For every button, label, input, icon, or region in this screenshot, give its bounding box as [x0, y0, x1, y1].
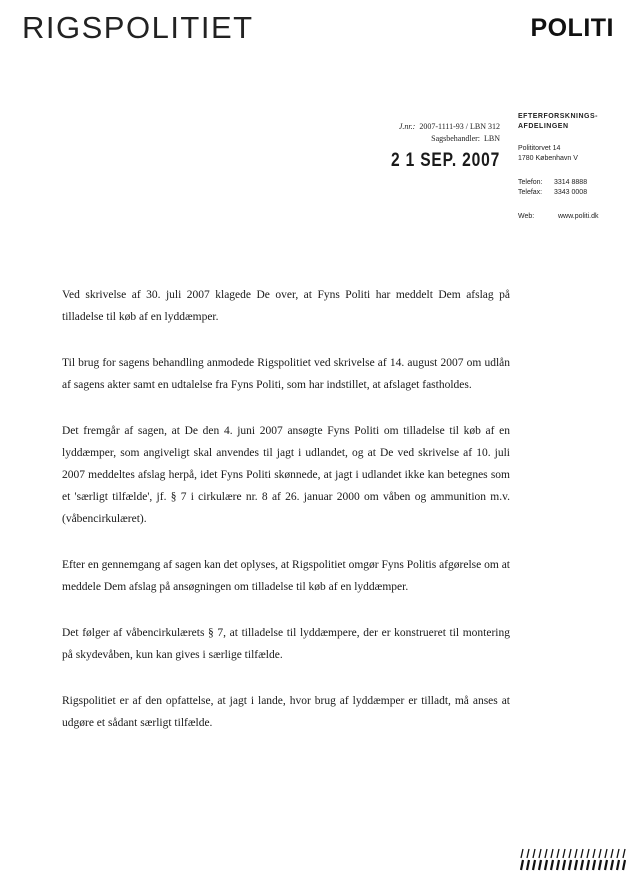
department-name-line2: AFDELINGEN — [518, 123, 569, 130]
reference-block — [399, 121, 500, 145]
web-label: Web: — [518, 213, 535, 220]
body-paragraph: Ved skrivelse af 30. juli 2007 klagede De over, at Fyns Politi har meddelt Dem afslag på tilladelse til køb af en lyddæmper. — [62, 289, 510, 323]
phone-row — [518, 178, 634, 188]
department-name — [518, 112, 634, 132]
organization-title: RIGSPOLITIET — [22, 10, 254, 45]
journal-number-value: 2007-1111-93 / LBN 312 — [419, 122, 500, 131]
letter-body — [62, 284, 510, 758]
case-handler-label: Sagsbehandler: — [431, 134, 480, 143]
phone-value: 3314 8888 — [554, 179, 588, 186]
fax-label: Telefax: — [518, 189, 543, 196]
address-city: 1780 København V — [518, 155, 578, 162]
body-paragraph: Rigspolitiet er af den opfattelse, at jagt i lande, hvor brug af lyddæmper er tilladt, må anses at udgøre et sådant særligt tilfælde. — [62, 695, 510, 729]
department-contact — [518, 178, 634, 198]
body-paragraph: Til brug for sagens behandling anmodede Rigspolitiet ved skrivelse af 14. august 2007 om udlån af sagens akter samt en udtalelse fra Fyns Politi, som har indstillet, at afslaget fastholdes. — [62, 357, 510, 391]
barcode-icon — [520, 846, 626, 872]
case-handler-line — [399, 133, 500, 145]
body-paragraph: Det følger af våbencirkulærets § 7, at tilladelse til lyddæmpere, der er konstrueret til montering på skydevåben, kun kan gives i særlige tilfælde. — [62, 627, 510, 661]
date-stamp: 2 1 SEP. 2007 — [390, 150, 500, 171]
department-name-line1: EFTERFORSKNINGS- — [518, 113, 598, 120]
web-row — [518, 212, 634, 222]
department-info — [518, 112, 634, 222]
fax-value: 3343 0008 — [554, 189, 588, 196]
fax-row — [518, 188, 634, 198]
department-address — [518, 144, 634, 164]
address-street: Polititorvet 14 — [518, 145, 561, 152]
politi-logo: POLITI — [530, 14, 614, 42]
body-paragraph: Det fremgår af sagen, at De den 4. juni 2007 ansøgte Fyns Politi om tilladelse til køb af en lyddæmper, som angiveligt skal anvendes til jagt i udlandet, og at De ved skrivelse af 10. juli 2007 meddeltes afslag herpå, idet Fyns Politi skønnede, at jagt i udlandet ikke kan betegnes som et 'særligt tilfælde', jf. § 7 i cirkulære nr. 8 af 26. januar 2000 om våben og ammunition m.v. (våbencirkulæret). — [62, 425, 510, 525]
case-handler-value: LBN — [484, 134, 500, 143]
phone-label: Telefon: — [518, 179, 543, 186]
body-paragraph: Efter en gennemgang af sagen kan det oplyses, at Rigspolitiet omgør Fyns Politis afgørelse om at meddele Dem afslag på ansøgningen om tilladelse til køb af en lyddæmper. — [62, 559, 510, 593]
journal-number-label: J.nr.: — [398, 122, 416, 131]
web-link[interactable]: www.politi.dk — [558, 213, 599, 220]
journal-number-line — [399, 121, 500, 133]
